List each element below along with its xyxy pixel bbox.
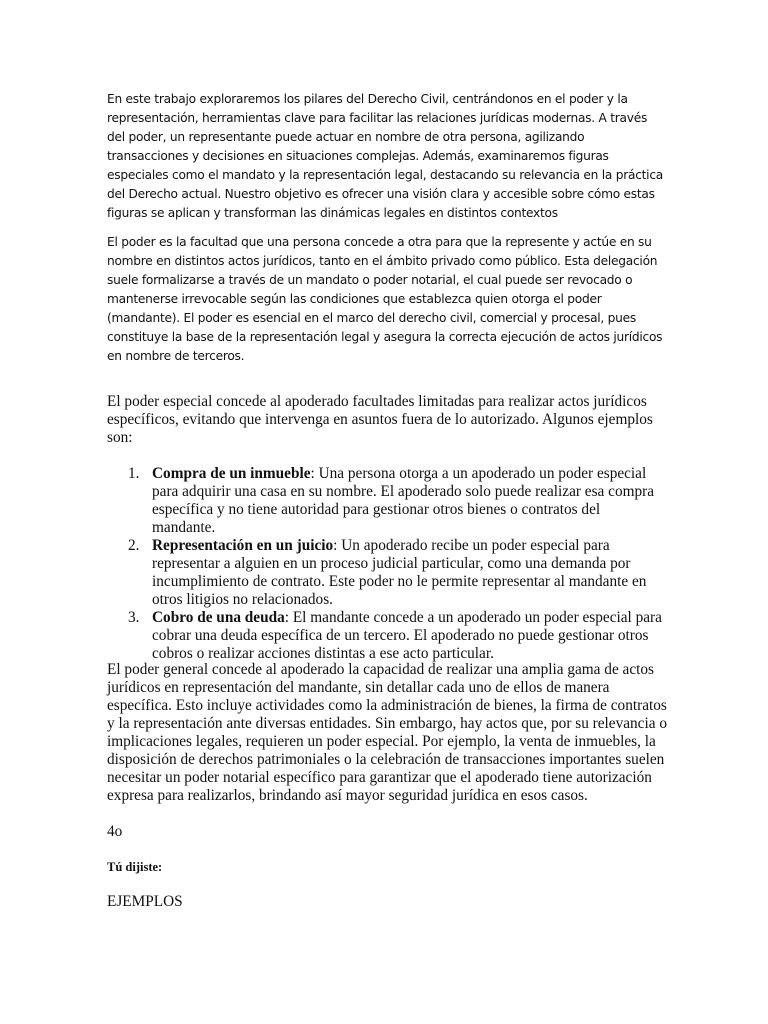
example-text: : El mandante concede a un apoderado un poder especial para cobrar una deuda específica de un tercero. El apoderado no puede gestionar otros cobros o realizar acciones distintas a ese acto particular. <box>152 609 662 662</box>
intro-paragraph: En este trabajo exploraremos los pilares del Derecho Civil, centrándonos en el poder y la representación, herramientas clave para facilitar las relaciones jurídicas modernas. A través del poder, un representante puede actuar en nombre de otra persona, agilizando transacciones y decisiones en situaciones complejas. Además, examinaremos figuras especiales como el mandato y la representación legal, destacando su relevancia en la práctica del Derecho actual. Nuestro objetivo es ofrecer una visión clara y accesible sobre cómo estas figuras se aplican y transforman las dinámicas legales en distintos contextos <box>107 92 663 220</box>
example-text: : Una persona otorga a un apoderado un poder especial para adquirir una casa en su nombre. El apoderado solo puede realizar esa compra específica y no tiene autoridad para gestionar otros bienes o contratos del mandante. <box>152 465 655 536</box>
list-number: 2. <box>128 537 140 554</box>
list-item <box>107 537 667 609</box>
examples-list <box>107 465 667 663</box>
special-power-paragraph: El poder especial concede al apoderado facultades limitadas para realizar actos jurídicos específicos, evitando que intervenga en asuntos fuera de lo autorizado. Algunos ejemplos son: <box>107 393 653 446</box>
examples-heading: EJEMPLOS <box>107 893 183 910</box>
example-title: Compra de un inmueble <box>152 465 311 482</box>
you-said-label: Tú dijiste: <box>107 860 163 874</box>
list-item <box>107 609 667 663</box>
definition-paragraph: El poder es la facultad que una persona concede a otra para que la represente y actúe en su nombre en distintos actos jurídicos, tanto en el ámbito privado como público. Esta delegación suele formalizarse a través de un mandato o poder notarial, el cual puede ser revocado o mantenerse irrevocable según las condiciones que establezca quien otorga el poder (mandante). El poder es esencial en el marco del derecho civil, comercial y procesal, pues constituye la base de la representación legal y asegura la correcta ejecución de actos jurídicos en nombre de terceros. <box>107 235 663 363</box>
list-item <box>107 465 667 537</box>
model-label: 4o <box>107 823 123 840</box>
list-number: 3. <box>128 609 140 626</box>
list-number: 1. <box>128 465 140 482</box>
example-text: : Un apoderado recibe un poder especial para representar a alguien en un proceso judicial particular, como una demanda por incumplimiento de contrato. Este poder no le permite representar al mandante en otros litigios no relacionados. <box>152 537 647 608</box>
example-title: Representación en un juicio <box>152 537 334 554</box>
general-power-paragraph: El poder general concede al apoderado la capacidad de realizar una amplia gama de actos jurídicos en representación del mandante, sin detallar cada uno de ellos de manera específica. Esto incluye actividades como la administración de bienes, la firma de contratos y la representación ante diversas entidades. Sin embargo, hay actos que, por su relevancia o implicaciones legales, requieren un poder especial. Por ejemplo, la venta de inmuebles, la disposición de derechos patrimoniales o la celebración de transacciones importantes suelen necesitar un poder notarial específico para garantizar que el apoderado tiene autorización expresa para realizarlos, brindando así mayor seguridad jurídica en esos casos. <box>107 661 667 804</box>
example-title: Cobro de una deuda <box>152 609 285 626</box>
